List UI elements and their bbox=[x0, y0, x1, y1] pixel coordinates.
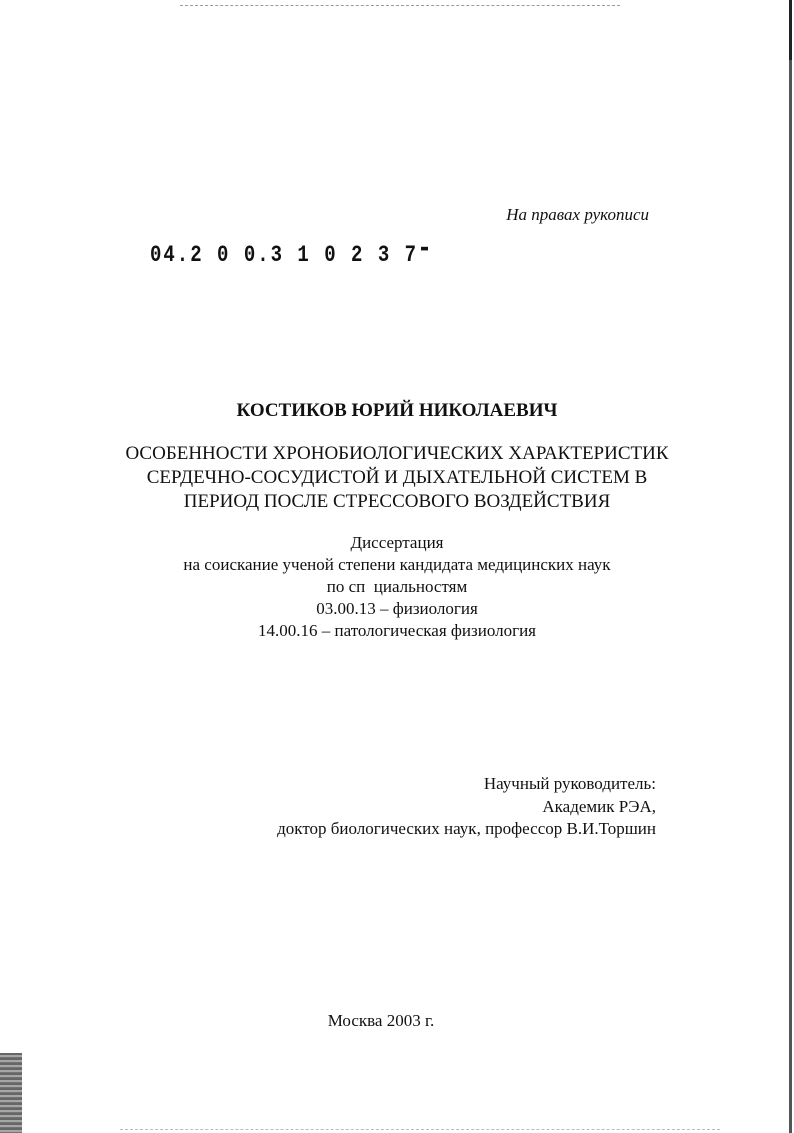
thesis-type: Диссертация bbox=[350, 533, 444, 552]
registration-stamp bbox=[150, 242, 428, 268]
dissertation-title bbox=[0, 442, 794, 514]
supervisor-block bbox=[277, 773, 656, 841]
supervisor-name: доктор биологических наук, профессор В.И.Торшин bbox=[277, 819, 656, 838]
scan-artifact-bottom-line bbox=[120, 1129, 720, 1130]
city-year: Москва 2003 г. bbox=[327, 1011, 435, 1030]
author-name: КОСТИКОВ ЮРИЙ НИКОЛАЕВИЧ bbox=[236, 400, 558, 421]
title-line: ПЕРИОД ПОСЛЕ СТРЕССОВОГО ВОЗДЕЙСТВИЯ bbox=[183, 491, 611, 512]
thesis-specialty: 03.00.13 – физиология bbox=[316, 599, 478, 618]
scan-artifact-top-line bbox=[180, 5, 620, 6]
scan-artifact-left-mark bbox=[0, 1053, 22, 1133]
supervisor-label: Научный руководитель: bbox=[483, 774, 656, 793]
title-line: ОСОБЕННОСТИ ХРОНОБИОЛОГИЧЕСКИХ ХАРАКТЕРИСТИК bbox=[125, 443, 669, 464]
thesis-specialties-label: по сп циальностям bbox=[326, 577, 468, 596]
thesis-degree: на соискание ученой степени кандидата медицинских наук bbox=[183, 555, 611, 574]
registration-number: 04.2 0 0.3 1 0 2 3 7 bbox=[150, 242, 419, 269]
thesis-info bbox=[0, 532, 794, 642]
thesis-specialty: 14.00.16 – патологическая физиология bbox=[258, 621, 536, 640]
rights-note: На правах рукописи bbox=[506, 205, 649, 224]
title-line: СЕРДЕЧНО-СОСУДИСТОЙ И ДЫХАТЕЛЬНОЙ СИСТЕМ В bbox=[146, 467, 648, 488]
stamp-tick-mark bbox=[421, 247, 428, 251]
supervisor-title: Академик РЭА, bbox=[542, 796, 656, 816]
